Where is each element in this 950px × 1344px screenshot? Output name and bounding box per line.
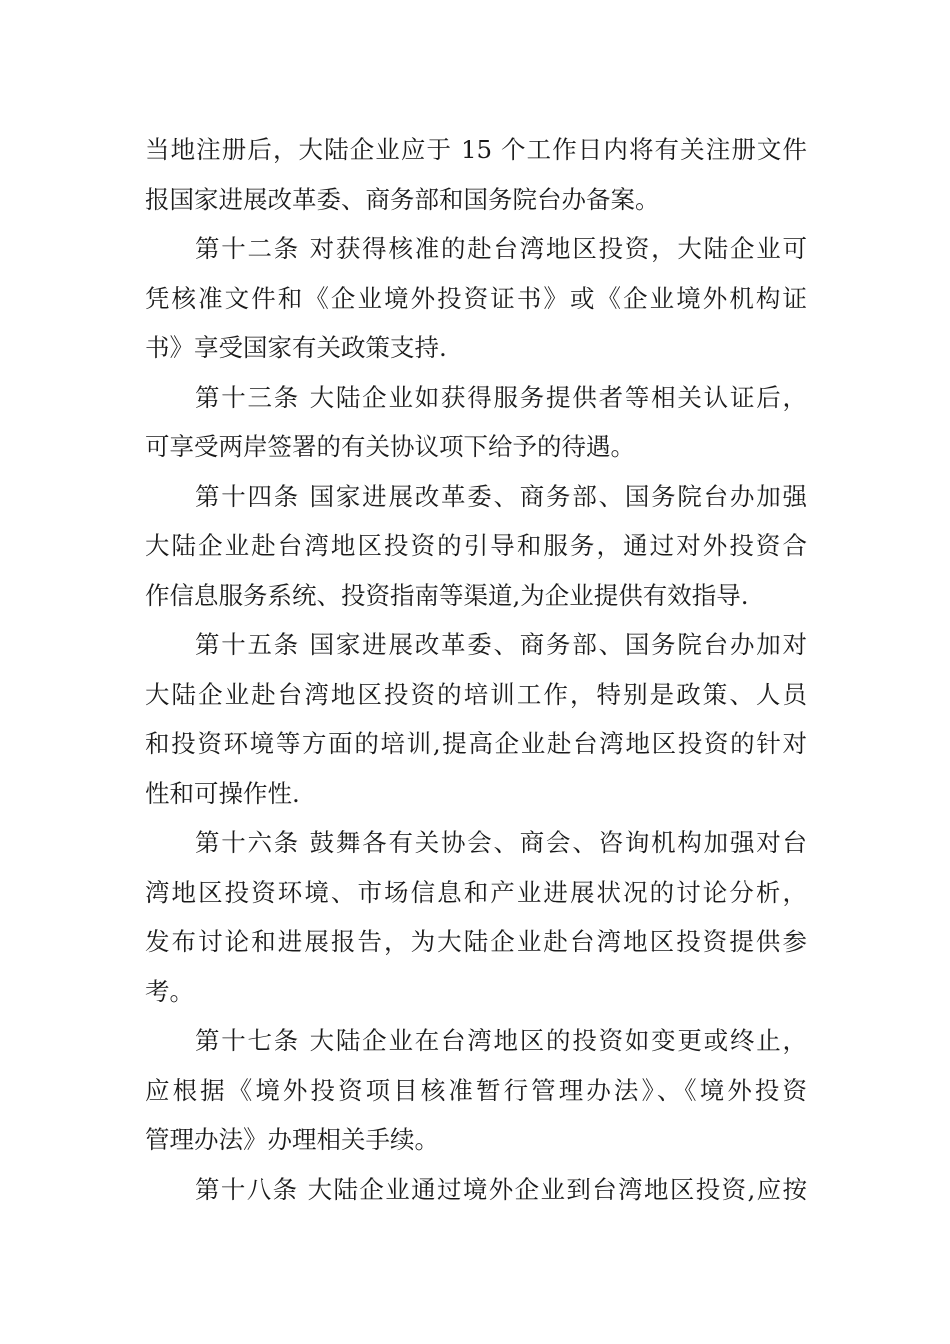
- text-line: 管理办法》办理相关手续。: [145, 1125, 439, 1154]
- document-page: [145, 125, 807, 1214]
- article-13: [145, 373, 807, 472]
- text-line: 第十四条 国家进展改革委、商务部、国务院台办加强: [195, 481, 807, 511]
- text-line: 湾地区投资环境、市场信息和产业进展状况的讨论分析，: [145, 877, 807, 907]
- text-line: 第十六条 鼓舞各有关协会、商会、咨询机构加强对台: [195, 828, 807, 857]
- text-line: 性和可操作性.: [145, 778, 300, 808]
- text-line: 大陆企业赴台湾地区投资的引导和服务，通过对外投资合: [145, 531, 807, 560]
- text-line: 第十五条 国家进展改革委、商务部、国务院台办加对: [195, 630, 807, 659]
- paragraph-continuation: [145, 125, 807, 224]
- text-line: 报国家进展改革委、商务部和国务院台办备案。: [145, 184, 660, 214]
- text-line: 书》享受国家有关政策支持.: [145, 333, 447, 362]
- text-line: 和投资环境等方面的培训,提高企业赴台湾地区投资的针对: [145, 729, 807, 758]
- text-line: 大陆企业赴台湾地区投资的培训工作，特别是政策、人员: [145, 679, 807, 709]
- text-line: 第十七条 大陆企业在台湾地区的投资如变更或终止，: [195, 1026, 807, 1055]
- article-16: [145, 818, 807, 1016]
- text-line: 可享受两岸签署的有关协议项下给予的待遇。: [145, 432, 635, 461]
- text-line: 第十二条 对获得核准的赴台湾地区投资，大陆企业可: [195, 234, 807, 263]
- text-line: 第十八条 大陆企业通过境外企业到台湾地区投资,应按: [195, 1174, 807, 1204]
- text-line: 作信息服务系统、投资指南等渠道,为企业提供有效指导.: [145, 580, 749, 610]
- text-line: 凭核准文件和《企业境外投资证书》或《企业境外机构证: [145, 283, 807, 313]
- article-17: [145, 1016, 807, 1165]
- article-15: [145, 620, 807, 818]
- article-12: [145, 224, 807, 373]
- article-18: [145, 1165, 807, 1215]
- text-line: 考。: [145, 976, 194, 1006]
- article-14: [145, 472, 807, 621]
- text-line: 第十三条 大陆企业如获得服务提供者等相关认证后，: [195, 382, 807, 412]
- text-line: 发布讨论和进展报告，为大陆企业赴台湾地区投资提供参: [145, 927, 807, 956]
- text-line: 应根据《境外投资项目核准暂行管理办法》、《境外投资: [145, 1075, 807, 1105]
- text-line: 当地注册后，大陆企业应于 15 个工作日内将有关注册文件: [145, 135, 807, 164]
